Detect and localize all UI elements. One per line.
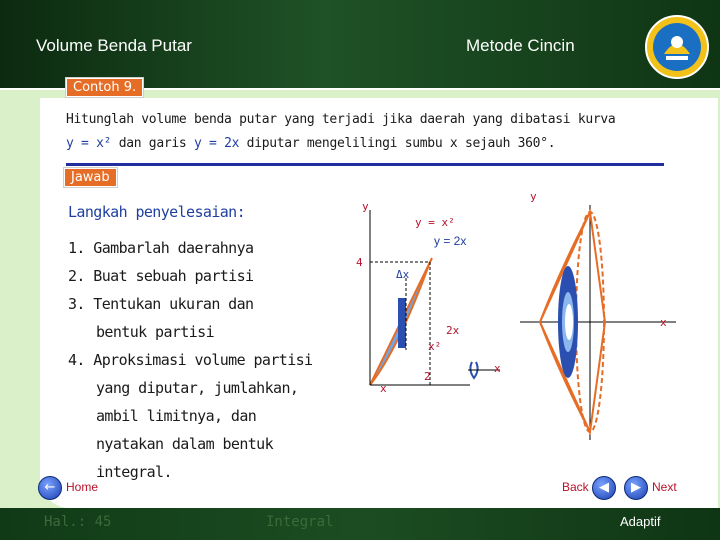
parabola-label: y = x² [415, 216, 455, 229]
step-4: 4. Aproksimasi volume partisi [68, 351, 313, 369]
region-x-bottom-label: x [380, 382, 387, 395]
step-3-cont: bentuk partisi [96, 323, 215, 341]
problem-mid: dan garis [111, 136, 194, 151]
step-4-cont-4: integral. [96, 463, 172, 481]
home-icon: ← [44, 480, 56, 495]
y-tick-label: 4 [356, 256, 363, 269]
answer-tag: Jawab [64, 168, 117, 187]
topic-label: Integral [266, 514, 334, 530]
problem-line-1: Hitunglah volume benda putar yang terjadi jika daerah yang dibatasi kurva [66, 112, 616, 127]
home-button[interactable] [38, 476, 62, 500]
label-x2: x² [428, 340, 442, 353]
line-label: y = 2x [434, 234, 467, 248]
footer-bar [0, 508, 720, 540]
solid-x-label: x [660, 316, 667, 329]
page-number: Hal.: 45 [44, 514, 112, 530]
partition-strip [398, 298, 406, 348]
step-2: 2. Buat sebuah partisi [68, 267, 254, 285]
steps-heading: Langkah penyelesaian: [68, 203, 246, 221]
label-2x: 2x [446, 324, 460, 337]
back-button[interactable] [592, 476, 616, 500]
step-4-cont-1: yang diputar, jumlahkan, [96, 379, 299, 397]
dx-label: Δx [396, 268, 410, 281]
formula-line: y = 2x [193, 136, 240, 151]
home-label[interactable]: Home [66, 480, 99, 494]
step-4-cont-3: nyatakan dalam bentuk [96, 435, 274, 453]
next-button[interactable] [624, 476, 648, 500]
problem-rest: diputar mengelilingi sumbu x sejauh 360°. [239, 136, 556, 151]
adaptive-label: Adaptif [620, 514, 661, 529]
formula-curve: y = x² [66, 136, 112, 151]
back-icon: ◀ [599, 480, 609, 495]
step-4-cont-2: ambil limitnya, dan [96, 407, 257, 425]
region-x-label: x [494, 362, 501, 375]
solid-graph [520, 205, 676, 440]
x-tick-label: 2 [424, 370, 431, 383]
step-3: 3. Tentukan ukuran dan [68, 295, 254, 313]
example-tag: Contoh 9. [66, 78, 143, 97]
next-icon: ▶ [631, 480, 641, 495]
page-subtitle: Metode Cincin [466, 36, 575, 55]
region-y-label: y [362, 200, 369, 213]
step-1: 1. Gambarlah daerahnya [68, 239, 254, 257]
page-title: Volume Benda Putar [36, 36, 192, 55]
next-label[interactable]: Next [652, 480, 677, 494]
back-label[interactable]: Back [562, 480, 589, 494]
washer-hole [565, 304, 573, 340]
solid-y-label: y [530, 190, 537, 203]
